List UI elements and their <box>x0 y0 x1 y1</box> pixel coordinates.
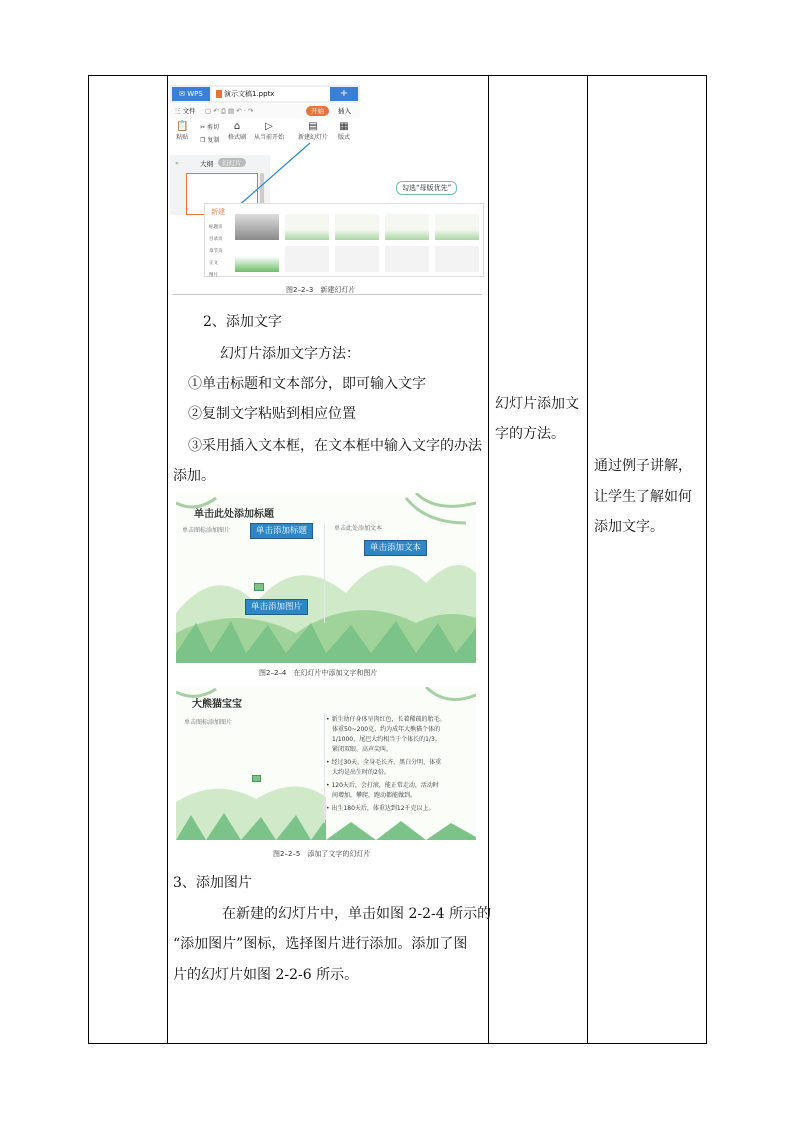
paragraph: 添加。 <box>173 468 215 484</box>
copy-button[interactable]: ❐ 复制 <box>200 137 220 144</box>
panel-menu-item[interactable]: 目录页 <box>209 237 223 242</box>
figure-caption: 图2–2–5 添加了文字的幻灯片 <box>273 850 371 858</box>
paragraph: ②复制文字粘贴到相应位置 <box>188 406 356 422</box>
paragraph: 在新建的幻灯片中，单击如图 2-2-4 所示的 <box>222 906 492 922</box>
play-from-current-button[interactable]: ▷ 从当前开始 <box>254 121 285 141</box>
slides-tab[interactable]: 幻灯片 <box>218 158 246 167</box>
section-heading: 3、添加图片 <box>173 875 252 891</box>
collapse-icon[interactable]: « <box>175 159 179 167</box>
bullet-item: • 120天后，会打滚，能正常走动，活动时 间增加，攀爬，跑动都能做到。 <box>326 782 439 799</box>
layout-button[interactable]: ▦ 版式 <box>338 121 351 141</box>
play-icon: ▷ <box>265 121 273 132</box>
content-divider <box>324 713 325 823</box>
paste-icon: 📋 <box>176 121 189 132</box>
file-menu[interactable]: 三 文件 <box>174 107 196 115</box>
toolbar-quick-icons: ▢ ↶ ⎙ ▤ ↶ · ↷ <box>205 107 254 115</box>
bullet-list <box>326 715 445 814</box>
new-tab-button[interactable]: + <box>330 87 358 101</box>
wps-tab[interactable]: ✉ WPS <box>172 87 210 101</box>
start-tab[interactable]: 开始 <box>306 106 329 116</box>
paragraph: 幻灯片添加文字方法： <box>220 346 360 362</box>
panel-menu-item[interactable]: 正文 <box>209 261 218 266</box>
bullet-item: • 出生180天后，体重达到12千克以上。 <box>326 805 435 812</box>
callout-title: 单击添加标题 <box>250 523 313 539</box>
panel-menu <box>209 222 223 282</box>
layout-icon: ▦ <box>339 121 349 132</box>
panel-menu-item[interactable]: 章节页 <box>209 249 223 254</box>
bullet-item: • 经过30天，全身毛长齐，黑白分明，体重 大约是出生时的2倍。 <box>326 759 442 776</box>
new-slide-panel <box>204 203 484 277</box>
design-intent-text: 通过例子讲解， <box>594 458 692 474</box>
template-thumb[interactable] <box>335 246 379 272</box>
text-placeholder[interactable]: 单击此处添加文本 <box>334 525 383 532</box>
image-icon[interactable] <box>252 775 261 782</box>
new-slide-button[interactable]: ▤ 新建幻灯片 <box>298 121 329 141</box>
panel-menu-item[interactable]: 标题页 <box>209 225 223 230</box>
panel-menu-item[interactable]: 图片 <box>209 273 218 278</box>
template-thumb[interactable] <box>435 214 479 240</box>
callout-text: 单击添加文本 <box>364 540 427 556</box>
file-tab[interactable]: 演示文稿1.pptx <box>212 87 331 101</box>
callout-image: 单击添加图片 <box>245 599 308 615</box>
caption-rule <box>172 294 482 295</box>
paragraph: ①单击标题和文本部分，即可输入文字 <box>188 376 426 392</box>
column-divider <box>587 76 588 1043</box>
figure-add-text-slide <box>176 493 476 663</box>
template-thumb[interactable] <box>285 214 329 240</box>
template-thumb[interactable] <box>335 214 379 240</box>
template-thumb[interactable] <box>235 214 279 240</box>
panel-new-label: 新建 <box>211 208 225 216</box>
paragraph: 片的幻灯片如图 2-2-6 所示。 <box>173 967 359 983</box>
design-intent-text: 让学生了解如何 <box>594 489 692 505</box>
figure-caption: 图2–2–3 新建幻灯片 <box>286 286 356 294</box>
section-heading: 2、添加文字 <box>203 314 282 330</box>
scissors-icon: ✂ <box>200 124 206 131</box>
outline-tab[interactable]: 大纲 <box>200 160 213 168</box>
objective-text: 幻灯片添加文 <box>495 396 579 412</box>
template-thumb[interactable] <box>385 214 429 240</box>
figure-caption: 图2–2–4 在幻灯片中添加文字和图片 <box>259 669 378 677</box>
image-placeholder[interactable]: 单击图标添加图片 <box>184 719 233 726</box>
paragraph: ③采用插入文本框，在文本框中输入文字的办法 <box>188 438 482 454</box>
hint-bubble: 勾选“母版优先” <box>396 181 457 195</box>
copy-icon: ❐ <box>200 137 206 144</box>
column-divider <box>488 76 489 1043</box>
format-painter-button[interactable]: ⌂ 格式刷 <box>228 121 247 141</box>
paragraph: “添加图片”图标，选择图片进行添加。添加了图 <box>173 936 468 952</box>
column-divider <box>167 76 168 1043</box>
insert-tab[interactable]: 插入 <box>338 107 351 115</box>
cut-button[interactable]: ✂ 剪切 <box>200 124 219 131</box>
figure-new-slide <box>170 85 482 295</box>
image-icon[interactable] <box>254 583 264 591</box>
design-intent-text: 添加文字。 <box>594 519 664 535</box>
bullet-item: • 新生幼仔身体呈肉红色，长着稀疏的胎毛。 体重50~200克，约为成年大熊猫个体的 1/1000，尾巴大约相当于个体长的1/3。 紧闭双眼，高声尖叫。 <box>326 716 446 753</box>
content-divider <box>324 523 325 623</box>
objective-text: 字的方法。 <box>495 426 565 442</box>
figure-panda-slide <box>176 687 476 840</box>
wps-logo-icon: ✉ <box>179 90 186 98</box>
image-placeholder[interactable]: 单击图标添加图片 <box>182 527 231 534</box>
template-thumb[interactable] <box>235 246 279 272</box>
slide-title: 大熊猫宝宝 <box>192 699 242 710</box>
new-slide-icon: ▤ <box>308 121 318 132</box>
template-thumb[interactable] <box>385 246 429 272</box>
template-thumb[interactable] <box>435 246 479 272</box>
title-placeholder[interactable]: 单击此处添加标题 <box>194 509 274 520</box>
paste-button[interactable]: 📋 粘贴 <box>176 121 189 141</box>
template-thumb[interactable] <box>285 246 329 272</box>
brush-icon: ⌂ <box>233 121 241 132</box>
